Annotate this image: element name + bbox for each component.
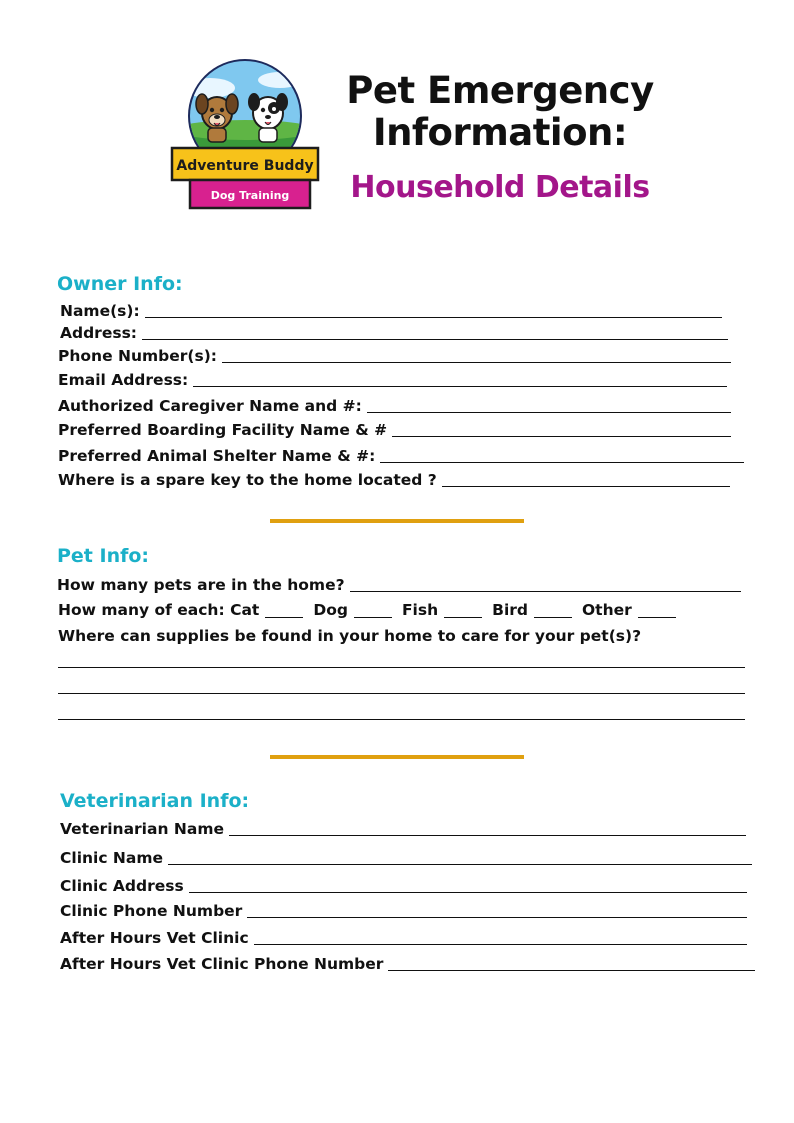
blank-line[interactable]	[442, 486, 730, 487]
section-divider	[270, 755, 524, 759]
field-label: Name(s):	[60, 302, 140, 320]
bird-label: Bird	[492, 601, 528, 619]
field-label: After Hours Vet Clinic	[60, 929, 249, 947]
field-label: Veterinarian Name	[60, 820, 224, 838]
supplies-answer-line[interactable]	[58, 693, 745, 694]
field-label: Preferred Boarding Facility Name & #	[58, 421, 388, 439]
field-label: Authorized Caregiver Name and #:	[58, 397, 362, 415]
owner-info-heading: Owner Info:	[57, 273, 183, 295]
spare-key-field[interactable]	[58, 469, 730, 489]
blank-line[interactable]	[142, 339, 728, 340]
blank-line[interactable]	[193, 386, 727, 387]
blank-line[interactable]	[222, 362, 731, 363]
blank-line[interactable]	[189, 892, 747, 893]
fish-label: Fish	[401, 601, 439, 619]
blank-line[interactable]	[388, 970, 755, 971]
blank-line[interactable]	[350, 591, 741, 592]
bird-count-blank[interactable]	[534, 617, 572, 618]
cat-count-blank[interactable]	[265, 617, 303, 618]
blank-line[interactable]	[380, 462, 744, 463]
pet-info-heading: Pet Info:	[57, 545, 150, 567]
caregiver-field[interactable]	[58, 395, 731, 415]
clinic-address-field[interactable]	[60, 875, 747, 895]
field-label: Address:	[60, 324, 137, 342]
field-label: How many pets are in the home?	[57, 576, 345, 594]
section-divider	[270, 519, 524, 523]
vet-name-field[interactable]	[60, 818, 746, 838]
pet-type-counts	[58, 600, 686, 620]
boarding-facility-field[interactable]	[58, 419, 731, 439]
blank-line[interactable]	[247, 917, 747, 918]
cat-label: Cat	[230, 601, 260, 619]
supplies-question: Where can supplies be found in your home to care for your pet(s)?	[58, 627, 642, 645]
field-label: Preferred Animal Shelter Name & #:	[58, 447, 376, 465]
logo-brand-text: Adventure Buddy	[176, 158, 314, 174]
owner-email-field[interactable]	[58, 369, 727, 389]
field-label: Clinic Name	[60, 849, 164, 867]
other-label: Other	[582, 601, 632, 619]
blank-line[interactable]	[367, 412, 731, 413]
field-label: Phone Number(s):	[58, 347, 217, 365]
clinic-name-field[interactable]	[60, 847, 752, 867]
animal-shelter-field[interactable]	[58, 445, 744, 465]
clinic-phone-field[interactable]	[60, 900, 747, 920]
owner-phone-field[interactable]	[58, 345, 731, 365]
after-hours-phone-field[interactable]	[60, 953, 755, 973]
page-subtitle: Household Details	[350, 170, 650, 205]
other-count-blank[interactable]	[638, 617, 676, 618]
field-label: Clinic Phone Number	[60, 902, 243, 920]
each-label: How many of each:	[58, 601, 225, 619]
dog-count-blank[interactable]	[354, 617, 392, 618]
vet-info-heading: Veterinarian Info:	[60, 790, 250, 812]
title-line-1: Pet Emergency	[346, 69, 654, 112]
title-line-2: Information:	[372, 111, 628, 154]
supplies-answer-line[interactable]	[58, 719, 745, 720]
adventure-buddy-logo	[170, 58, 320, 213]
owner-names-field[interactable]	[60, 300, 722, 320]
blank-line[interactable]	[145, 317, 722, 318]
dog-label: Dog	[313, 601, 348, 619]
supplies-answer-line[interactable]	[58, 667, 745, 668]
field-label: After Hours Vet Clinic Phone Number	[60, 955, 384, 973]
page-title	[335, 70, 665, 154]
field-label: Clinic Address	[60, 877, 184, 895]
blank-line[interactable]	[168, 864, 752, 865]
owner-address-field[interactable]	[60, 322, 728, 342]
field-label: Where is a spare key to the home located ?	[58, 471, 437, 489]
pet-count-field[interactable]	[57, 574, 741, 594]
after-hours-clinic-field[interactable]	[60, 927, 747, 947]
blank-line[interactable]	[254, 944, 747, 945]
field-label: Email Address:	[58, 371, 189, 389]
blank-line[interactable]	[229, 835, 746, 836]
logo-tagline-text: Dog Training	[210, 189, 290, 202]
fish-count-blank[interactable]	[444, 617, 482, 618]
blank-line[interactable]	[392, 436, 731, 437]
